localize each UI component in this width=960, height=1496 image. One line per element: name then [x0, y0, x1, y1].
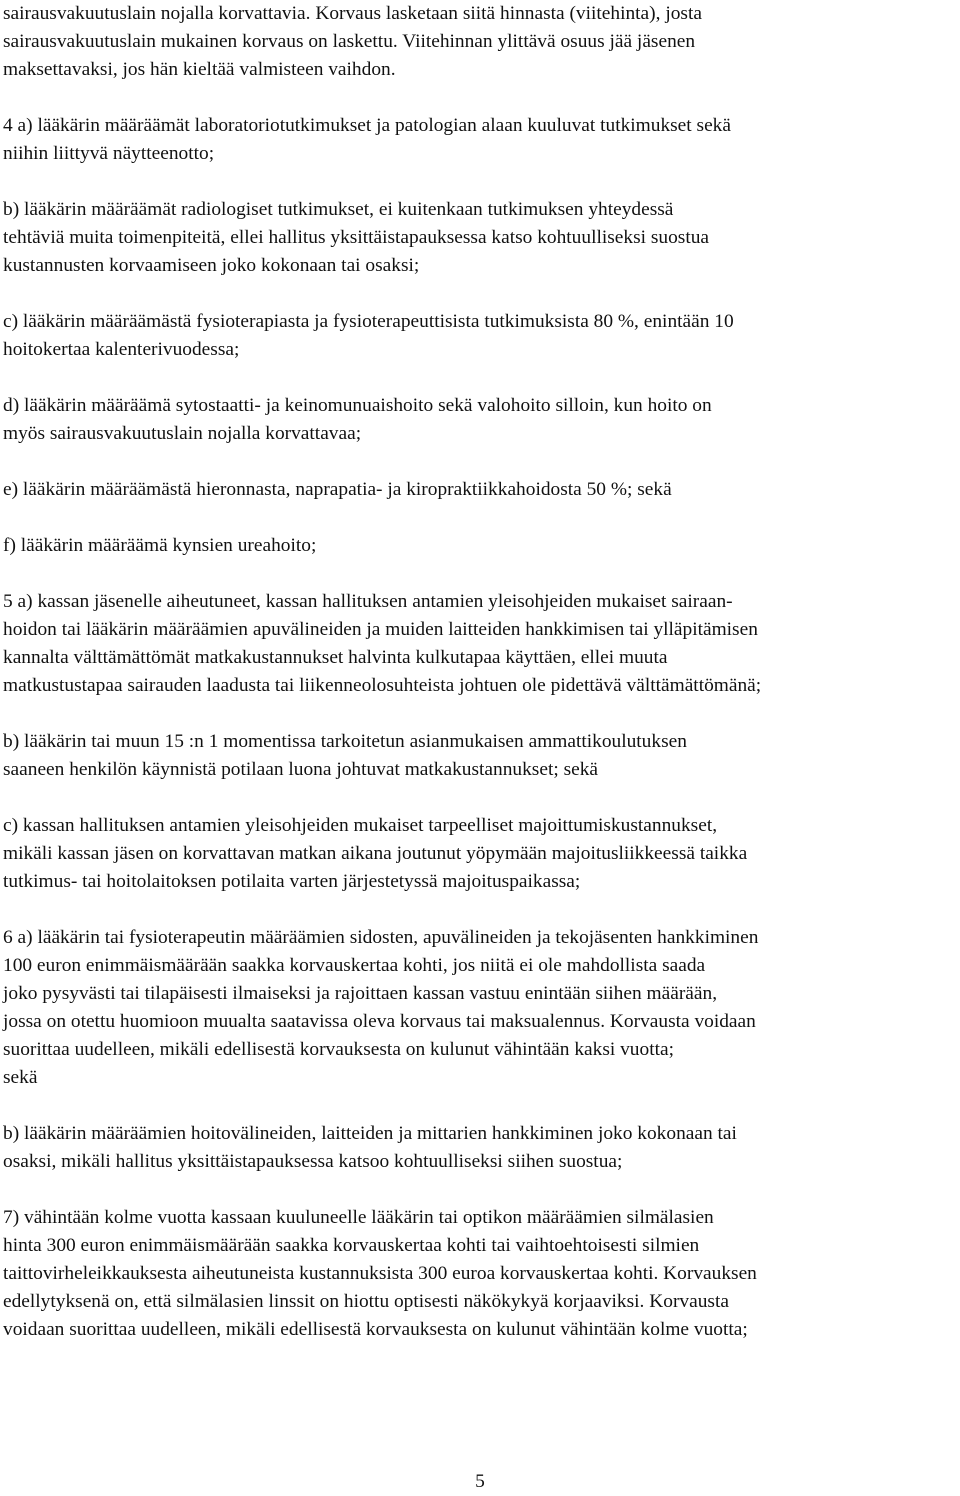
text-line: taittovirheleikkauksesta aiheutuneista kustannuksista 300 euroa korvauskertaa kohti. Korvauksen — [3, 1263, 757, 1284]
text-line: hoitokertaa kalenterivuodessa; — [3, 339, 240, 360]
paragraph-7 — [3, 1204, 958, 1344]
text-line: saaneen henkilön käynnistä potilaan luona johtuvat matkakustannukset; sekä — [3, 759, 599, 780]
text-line: joko pysyvästi tai tilapäisesti ilmaiseksi ja rajoittaen kassan vastuu enintään siihen määrään, — [3, 983, 718, 1004]
text-line: maksettavaksi, jos hän kieltää valmisteen vaihdon. — [3, 59, 396, 80]
paragraph-6a — [3, 924, 958, 1092]
paragraph-intro — [3, 0, 958, 84]
text-line: 100 euron enimmäismäärään saakka korvauskertaa kohti, jos niitä ei ole mahdollista saada — [3, 955, 706, 976]
paragraph-5c — [3, 812, 958, 896]
document-page — [3, 0, 958, 1344]
text-line: mikäli kassan jäsen on korvattavan matkan aikana joutunut yöpymään majoitusliikkeessä taikka — [3, 843, 748, 864]
text-line: matkustustapaa sairauden laadusta tai liikenneolosuhteista johtuen ole pidettävä välttämättömänä; — [3, 675, 762, 696]
text-line: hoidon tai lääkärin määräämien apuvälineiden ja muiden laitteiden hankkimisen tai ylläpitämisen — [3, 619, 758, 640]
paragraph-5b — [3, 728, 958, 784]
text-line: d) lääkärin määräämä sytostaatti- ja keinomunuaishoito sekä valohoito silloin, kun hoito on — [3, 395, 712, 416]
text-line: 7) vähintään kolme vuotta kassaan kuuluneelle lääkärin tai optikon määräämien silmälasien — [3, 1207, 714, 1228]
paragraph-4b — [3, 196, 958, 280]
text-line: myös sairausvakuutuslain nojalla korvattavaa; — [3, 423, 362, 444]
text-line: kannalta välttämättömät matkakustannukset halvinta kulkutapaa käyttäen, ellei muuta — [3, 647, 668, 668]
text-line: b) lääkärin määräämät radiologiset tutkimukset, ei kuitenkaan tutkimuksen yhteydessä — [3, 199, 674, 220]
text-line: kustannusten korvaamiseen joko kokonaan tai osaksi; — [3, 255, 420, 276]
text-line: 4 a) lääkärin määräämät laboratoriotutkimukset ja patologian alaan kuuluvat tutkimukset sekä — [3, 115, 731, 136]
text-line: voidaan suorittaa uudelleen, mikäli edellisestä korvauksesta on kulunut vähintään kolme vuotta; — [3, 1319, 748, 1340]
text-line: tutkimus- tai hoitolaitoksen potilaita varten järjestetyssä majoituspaikassa; — [3, 871, 581, 892]
paragraph-6b — [3, 1120, 958, 1176]
text-line: 5 a) kassan jäsenelle aiheutuneet, kassan hallituksen antamien yleisohjeiden mukaiset sairaan- — [3, 591, 733, 612]
paragraph-4e — [3, 476, 958, 504]
text-line: sekä — [3, 1067, 38, 1088]
text-line: c) lääkärin määräämästä fysioterapiasta ja fysioterapeuttisista tutkimuksista 80 %, enintään 10 — [3, 311, 734, 332]
text-line: e) lääkärin määräämästä hieronnasta, naprapatia- ja kiropraktiikkahoidosta 50 %; sekä — [3, 479, 672, 500]
text-line: osaksi, mikäli hallitus yksittäistapauksessa katsoo kohtuulliseksi siihen suostua; — [3, 1151, 623, 1172]
text-line: niihin liittyvä näytteenotto; — [3, 143, 215, 164]
text-line: sairausvakuutuslain nojalla korvattavia. Korvaus lasketaan siitä hinnasta (viitehinta), josta — [3, 3, 702, 24]
text-line: tehtäviä muita toimenpiteitä, ellei hallitus yksittäistapauksessa katso kohtuulliseksi suostua — [3, 227, 710, 248]
text-line: b) lääkärin määräämien hoitovälineiden, laitteiden ja mittarien hankkiminen joko kokonaan tai — [3, 1123, 737, 1144]
text-line: suorittaa uudelleen, mikäli edellisestä korvauksesta on kulunut vähintään kaksi vuotta; — [3, 1039, 674, 1060]
paragraph-4c — [3, 308, 958, 364]
text-line: edellytyksenä on, että silmälasien linssit on hiottu optisesti näkökykyä korjaaviksi. Korvausta — [3, 1291, 729, 1312]
text-line: c) kassan hallituksen antamien yleisohjeiden mukaiset tarpeelliset majoittumiskustannukset, — [3, 815, 718, 836]
page-number: 5 — [475, 1471, 485, 1492]
text-line: hinta 300 euron enimmäismäärään saakka korvauskertaa kohti tai vaihtoehtoisesti silmien — [3, 1235, 700, 1256]
paragraph-4f — [3, 532, 958, 560]
text-line: sairausvakuutuslain mukainen korvaus on laskettu. Viitehinnan ylittävä osuus jää jäsenen — [3, 31, 696, 52]
paragraph-5a — [3, 588, 958, 700]
text-line: 6 a) lääkärin tai fysioterapeutin määräämien sidosten, apuvälineiden ja tekojäsenten hankkiminen — [3, 927, 759, 948]
paragraph-4d — [3, 392, 958, 448]
text-line: jossa on otettu huomioon muualta saatavissa oleva korvaus tai maksualennus. Korvausta voidaan — [3, 1011, 756, 1032]
text-line: b) lääkärin tai muun 15 :n 1 momentissa tarkoitetun asianmukaisen ammattikoulutuksen — [3, 731, 687, 752]
paragraph-4a — [3, 112, 958, 168]
text-line: f) lääkärin määräämä kynsien ureahoito; — [3, 535, 317, 556]
